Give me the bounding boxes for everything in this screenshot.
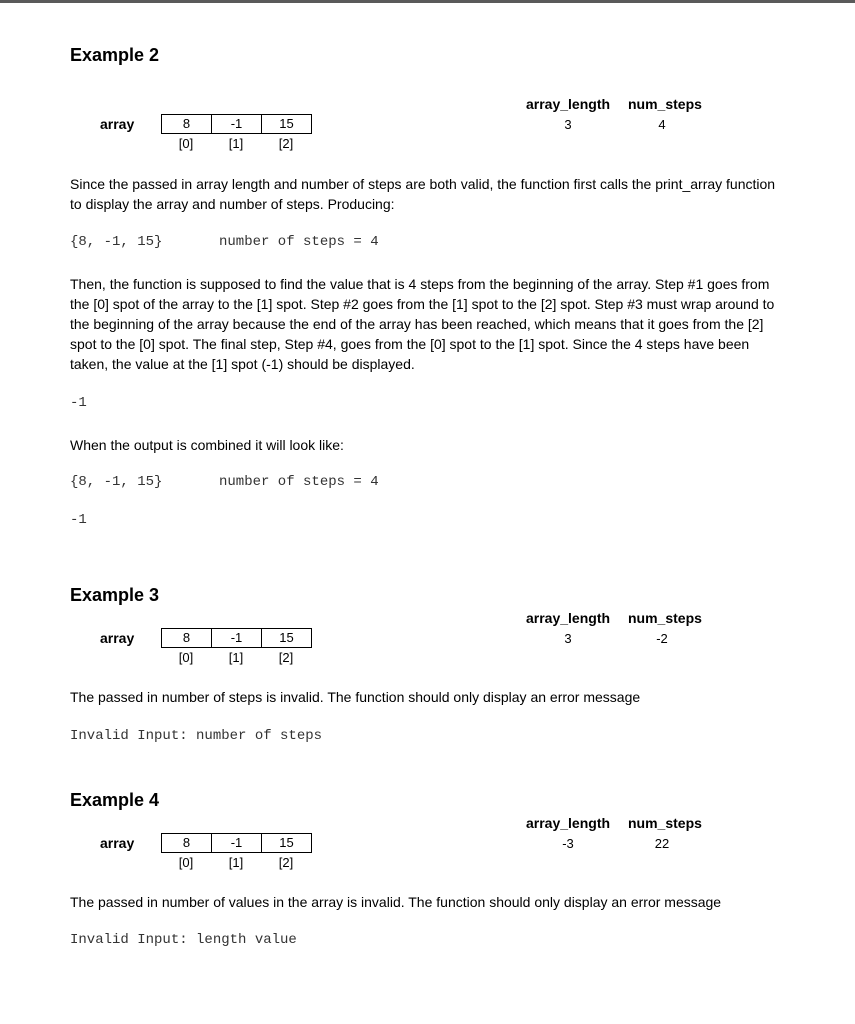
num-steps-value: 22 bbox=[654, 836, 670, 851]
array-label: array bbox=[100, 630, 135, 646]
array-diagram bbox=[161, 833, 312, 853]
array-length-value: 3 bbox=[564, 117, 572, 132]
array-diagram bbox=[161, 114, 312, 134]
array-label: array bbox=[100, 835, 135, 851]
array-length-label: array_length bbox=[526, 610, 611, 626]
array-length-label: array_length bbox=[526, 815, 611, 831]
paragraph: Since the passed in array length and number of steps are both valid, the function first calls the print_array function to display the array and number of steps. Producing: bbox=[70, 176, 776, 212]
num-steps-value: 4 bbox=[658, 117, 666, 132]
array-index: [2] bbox=[278, 136, 294, 151]
code-output-value: -1 bbox=[70, 395, 87, 411]
paragraph: When the output is combined it will look like: bbox=[70, 437, 344, 453]
array-index: [1] bbox=[228, 650, 244, 665]
array-cell: -1 bbox=[211, 629, 261, 647]
array-cell: 8 bbox=[182, 116, 191, 131]
code-error-message: Invalid Input: number of steps bbox=[70, 728, 323, 744]
code-output-steps: number of steps = 4 bbox=[219, 474, 379, 490]
array-index: [0] bbox=[178, 136, 194, 151]
array-label: array bbox=[100, 116, 135, 132]
document-page bbox=[0, 3, 855, 1024]
array-cell: 15 bbox=[261, 115, 311, 133]
num-steps-label: num_steps bbox=[628, 610, 702, 626]
num-steps-value: -2 bbox=[656, 631, 668, 646]
array-index: [0] bbox=[178, 855, 194, 870]
array-indices bbox=[161, 650, 311, 665]
array-cell: 8 bbox=[182, 835, 191, 850]
array-cell: 15 bbox=[261, 629, 311, 647]
num-steps-label: num_steps bbox=[628, 815, 702, 831]
num-steps-label: num_steps bbox=[628, 96, 702, 112]
array-length-value: 3 bbox=[564, 631, 572, 646]
array-indices bbox=[161, 136, 311, 151]
example-2-heading: Example 2 bbox=[70, 45, 160, 65]
array-cell: 15 bbox=[261, 834, 311, 852]
array-indices bbox=[161, 855, 311, 870]
code-output-steps: number of steps = 4 bbox=[219, 234, 379, 250]
code-output-array: {8, -1, 15} bbox=[70, 234, 163, 250]
array-cell: -1 bbox=[211, 115, 261, 133]
code-error-message: Invalid Input: length value bbox=[70, 932, 297, 948]
array-index: [1] bbox=[228, 855, 244, 870]
array-diagram bbox=[161, 628, 312, 648]
example-4-heading: Example 4 bbox=[70, 790, 160, 810]
paragraph: The passed in number of values in the array is invalid. The function should only display an error message bbox=[70, 894, 722, 910]
paragraph: The passed in number of steps is invalid. The function should only display an error message bbox=[70, 689, 641, 705]
example-3-heading: Example 3 bbox=[70, 585, 160, 605]
array-cell: -1 bbox=[211, 834, 261, 852]
array-length-label: array_length bbox=[526, 96, 611, 112]
array-length-value: -3 bbox=[562, 836, 574, 851]
array-index: [1] bbox=[228, 136, 244, 151]
array-index: [0] bbox=[178, 650, 194, 665]
code-output-array: {8, -1, 15} bbox=[70, 474, 163, 490]
array-index: [2] bbox=[278, 650, 294, 665]
array-index: [2] bbox=[278, 855, 294, 870]
paragraph: Then, the function is supposed to find the value that is 4 steps from the beginning of the array. Step #1 goes from the [0] spot of the array to the [1] spot. Step #2 goes from the [1] spot to the [2] spot. Step #3 must wrap around to the beginning of the array because the end of the array has been reached, which means that it goes from the [2] spot to the [0] spot. The final step, Step #4, goes from the [0] spot to the [1] spot. Since the 4 steps have been taken, the value at the [1] spot (-1) should be displayed. bbox=[70, 276, 775, 372]
array-cell: 8 bbox=[182, 630, 191, 645]
code-output-value: -1 bbox=[70, 512, 87, 528]
